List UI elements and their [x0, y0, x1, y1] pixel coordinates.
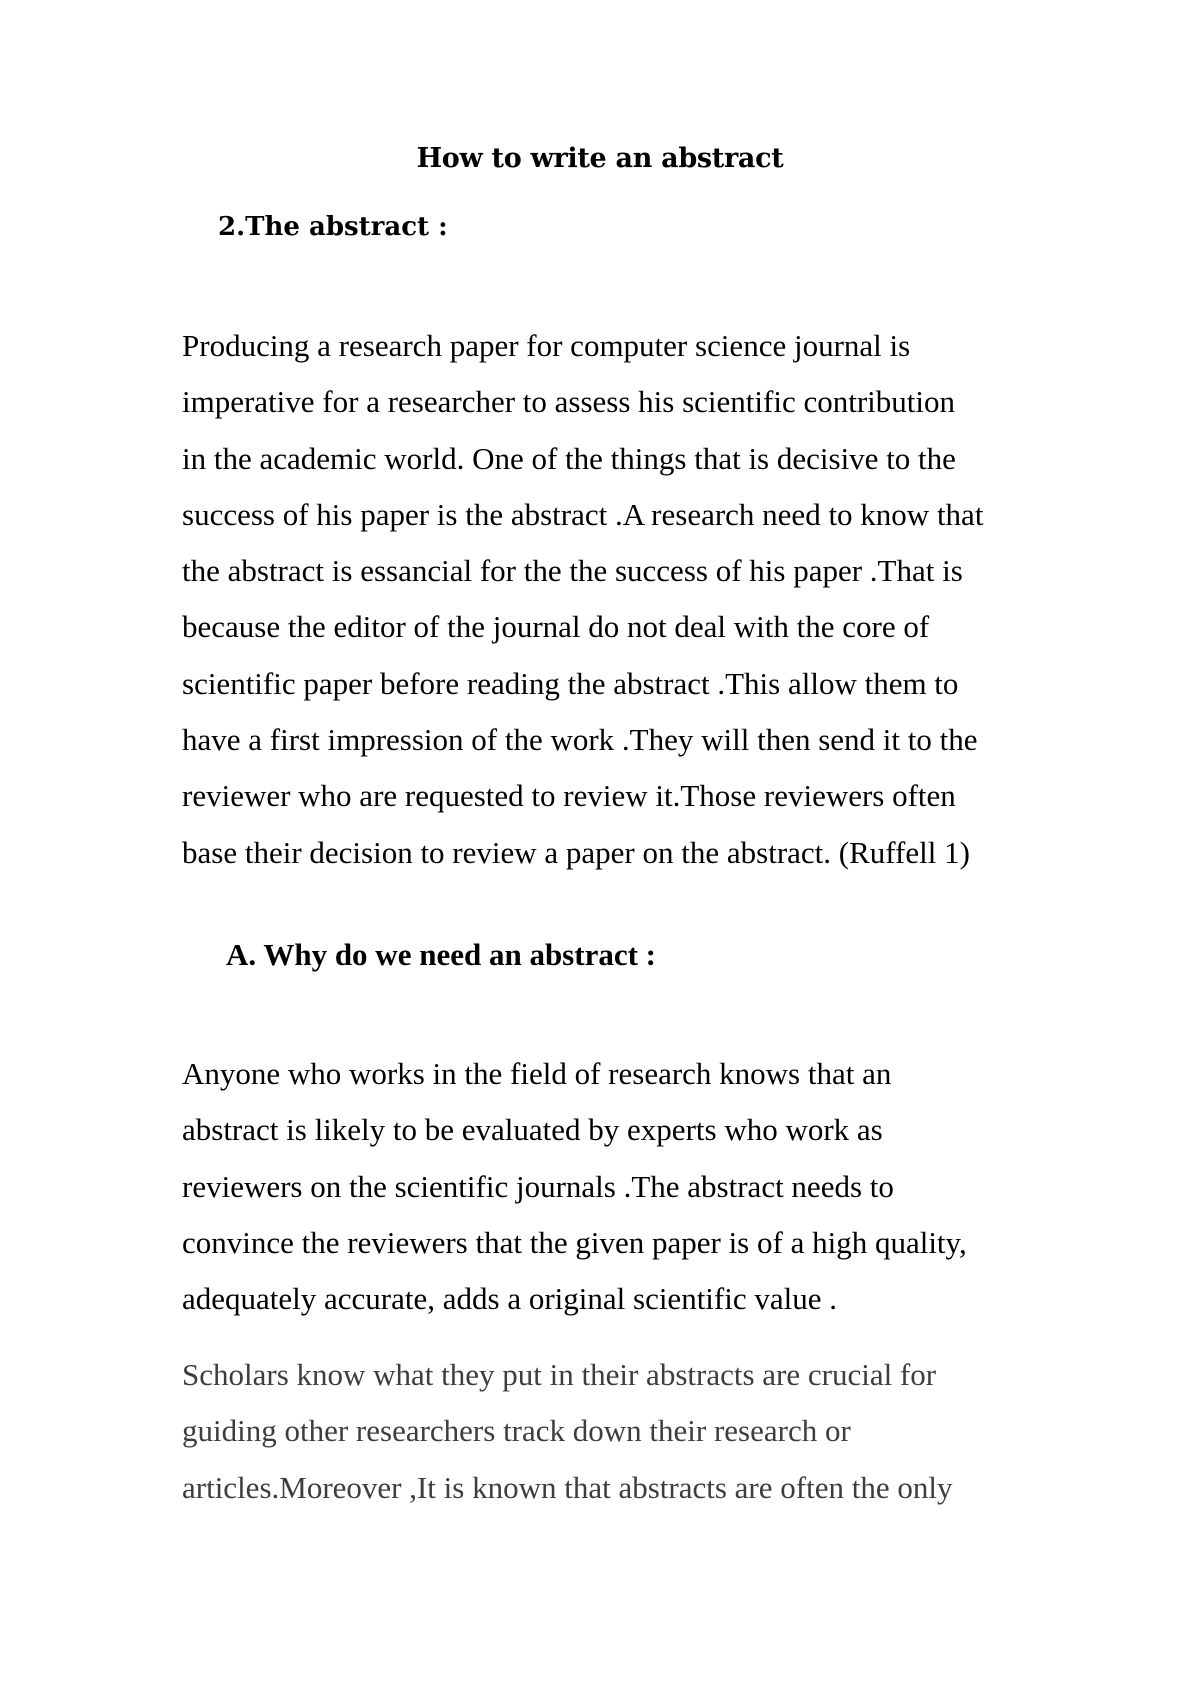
text-line: have a first impression of the work .They will then send it to the	[182, 722, 978, 758]
text-line: the abstract is essancial for the the success of his paper .That is	[182, 553, 963, 589]
text-line: base their decision to review a paper on the abstract. (Ruffell 1)	[182, 834, 970, 870]
section-heading: 2.The abstract :	[218, 212, 448, 242]
text-line: Anyone who works in the field of research knows that an	[182, 1056, 892, 1091]
text-line: reviewers on the scientific journals .The abstract needs to	[182, 1168, 894, 1204]
text-line: because the editor of the journal do not deal with the core of	[182, 609, 930, 645]
text-line: guiding other researchers track down their research or	[182, 1413, 851, 1449]
text-line: Producing a research paper for computer science journal is	[182, 328, 911, 363]
text-line: reviewer who are requested to review it.Those reviewers often	[182, 778, 956, 814]
text-line: imperative for a researcher to assess his scientific contribution	[182, 384, 956, 420]
subsection-heading: A. Why do we need an abstract :	[226, 937, 656, 972]
document-title: How to write an abstract	[416, 143, 784, 174]
text-line: convince the reviewers that the given paper is of a high quality,	[182, 1224, 967, 1260]
text-line: adequately accurate, adds a original scientific value .	[182, 1281, 837, 1317]
text-line: success of his paper is the abstract .A research need to know that	[182, 496, 984, 532]
paragraph-why	[182, 1046, 1042, 1327]
text-line: scientific paper before reading the abstract .This allow them to	[182, 665, 959, 701]
paragraph-intro	[182, 318, 1042, 881]
paragraph-scholars	[182, 1347, 1042, 1516]
text-line: abstract is likely to be evaluated by experts who work as	[182, 1112, 883, 1148]
text-line: in the academic world. One of the things that is decisive to the	[182, 440, 956, 476]
text-line: articles.Moreover ,It is known that abstracts are often the only	[182, 1469, 953, 1505]
text-line: Scholars know what they put in their abstracts are crucial for	[182, 1357, 937, 1392]
